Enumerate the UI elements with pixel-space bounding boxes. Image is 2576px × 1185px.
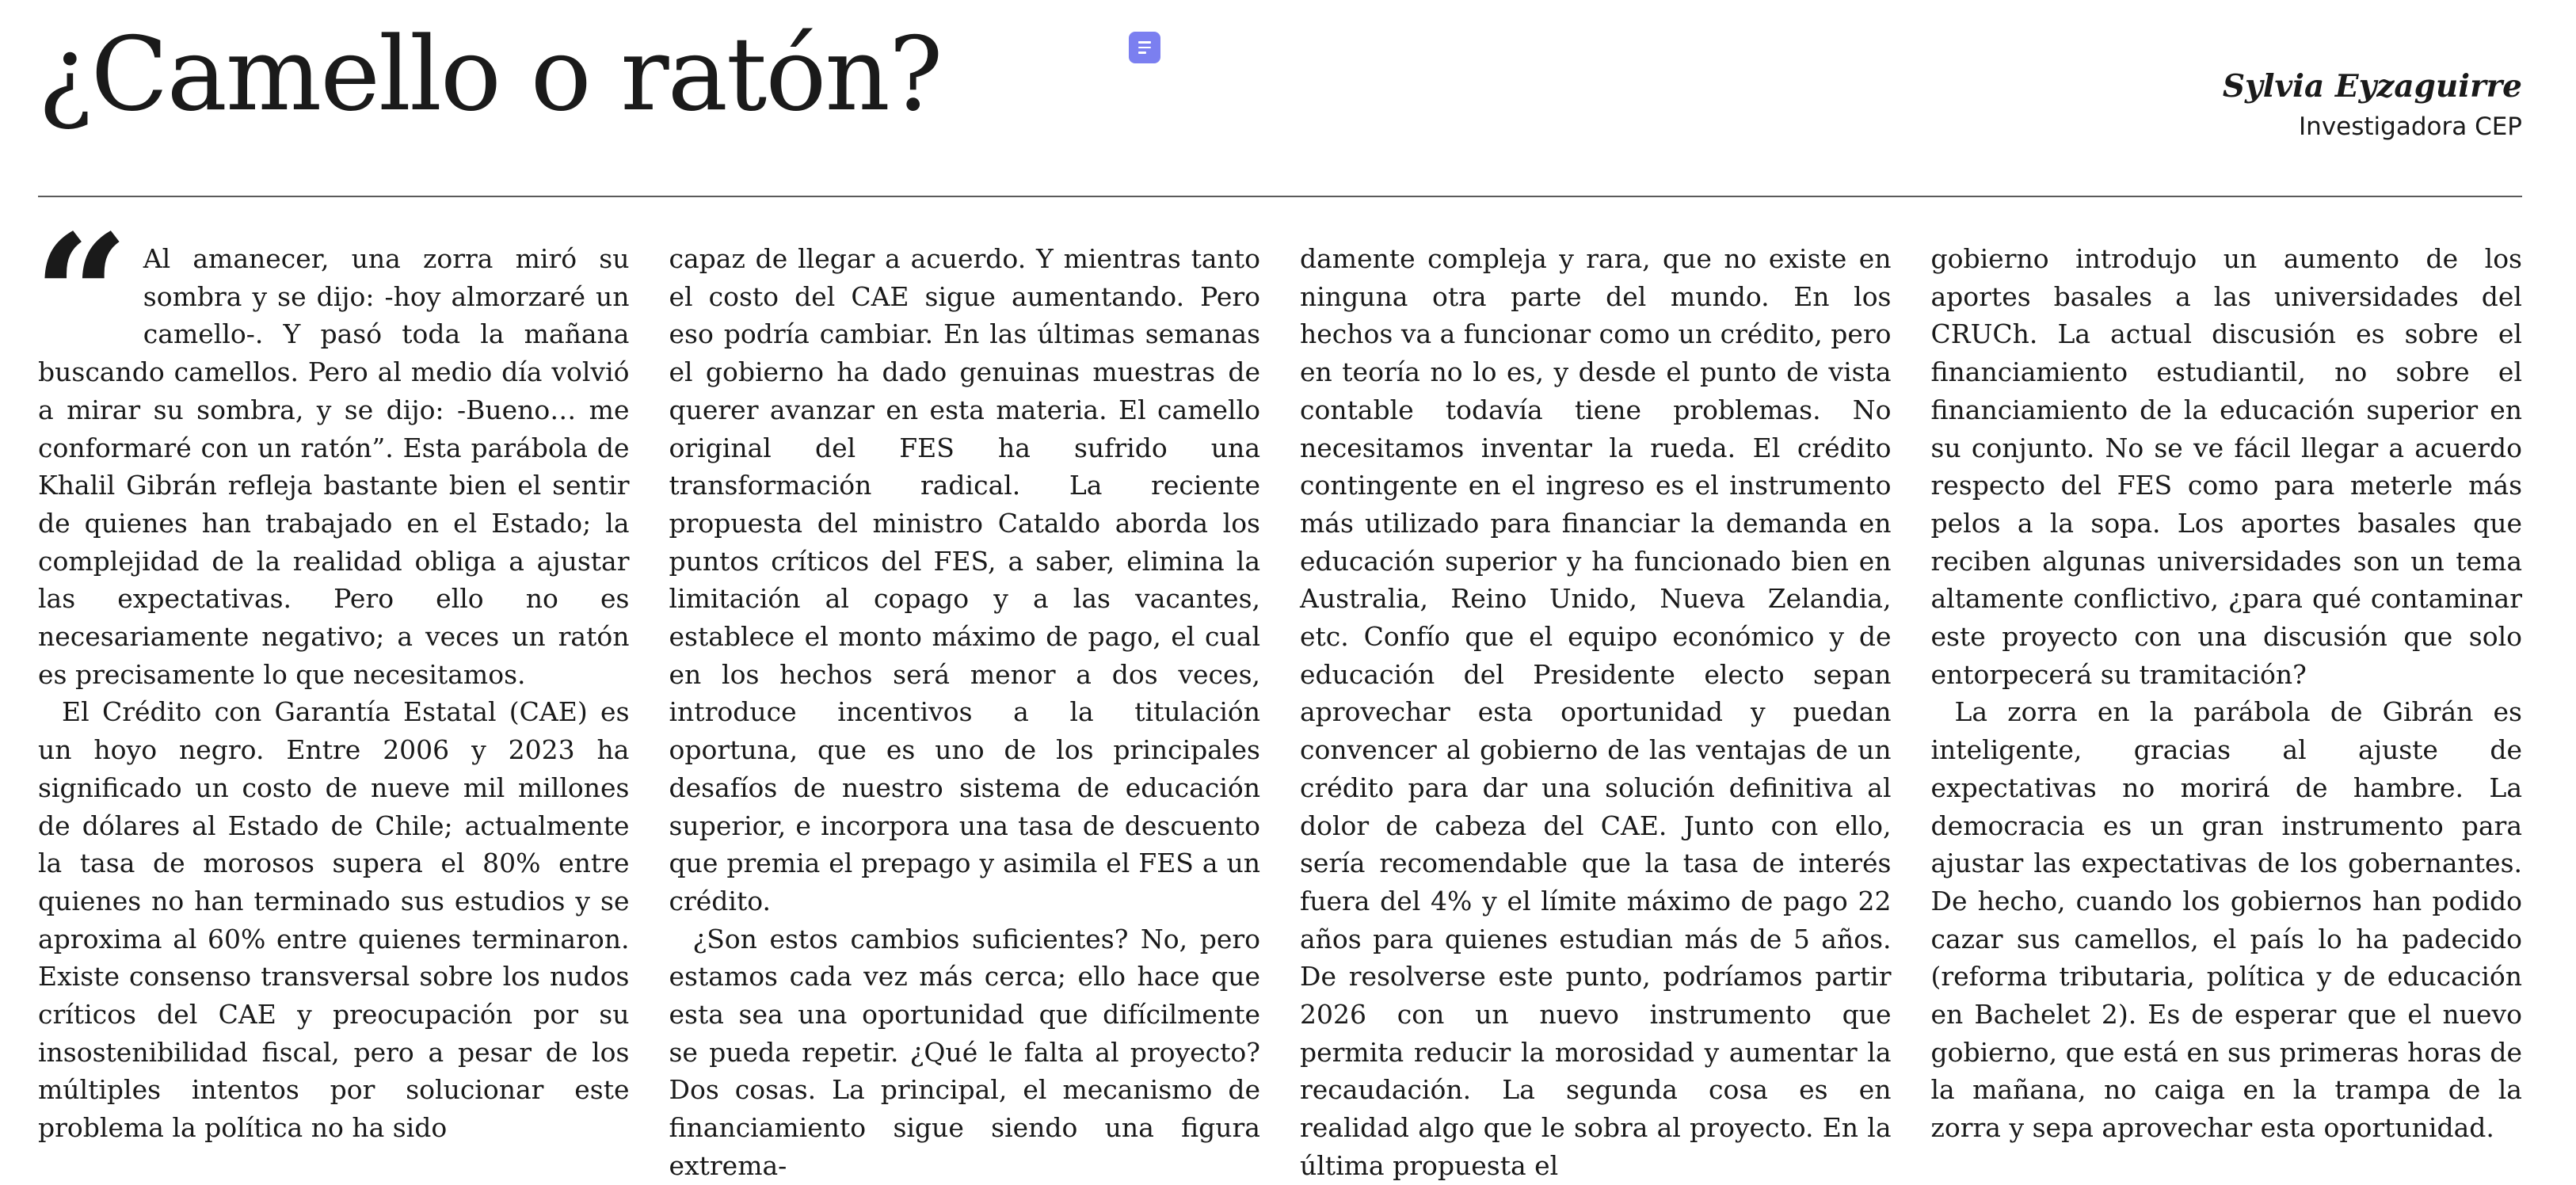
paragraph: gobierno introdujo un aumento de los aportes basales a las universidades del CRUCh. La actual discusión es sobre el financiamiento estudiantil, no sobre el financiamiento de la educación superior en su conjunto. No se ve fácil llegar a acuerdo respecto del FES como para meterle más pelos a la sopa. Los aportes basales que reciben algunas universidades son un tema altamente conflictivo, ¿para qué contaminar este proyecto con una discusión que solo entorpecerá su tramitación? xyxy=(1930,243,2522,690)
column-4 xyxy=(1930,240,2523,1144)
paragraph: damente compleja y rara, que no existe en ninguna otra parte del mundo. En los hechos va a funcionar como un crédito, pero en teoría no lo es, y desde el punto de vista contable todavía tiene problemas. No necesitamos inventar la rueda. El crédito contingente en el ingreso es el instrumento más utilizado para financiar la demanda en educación superior y ha funcionado bien en Australia, Reino Unido, Nueva Zelandia, etc. Confío que el equipo económico y de educación del Presidente electo sepan aprovechar esta oportunidad y puedan convencer al gobierno de las ventajas de un crédito para dar una solución definitiva al dolor de cabeza del CAE. Junto con ello, sería recomendable que la tasa de interés fuera del 4% y el límite máximo de pago 22 años para quienes estudian más de 5 años. De resolverse este punto, podríamos partir 2026 con un nuevo instrumento que permita reducir la morosidad y aumentar la recaudación. La segunda cosa es en realidad algo que le sobra al proyecto. En la última propuesta el xyxy=(1300,243,1892,1181)
column-3 xyxy=(1300,240,1892,1181)
note-icon[interactable] xyxy=(1129,32,1160,63)
paragraph: ¿Son estos cambios suficientes? No, pero estamos cada vez más cerca; ello hace que esta sea una oportunidad que difícilmente se pueda repetir. ¿Qué le falta al proyecto? Dos cosas. La principal, el mecanismo de financiamiento sigue siendo una figura extrema- xyxy=(669,923,1260,1181)
author-role: Investigadora CEP xyxy=(2299,112,2522,141)
article-title: ¿Camello o ratón? xyxy=(38,16,942,134)
paragraph: capaz de llegar a acuerdo. Y mientras tanto el costo del CAE sigue aumentando. Pero eso podría cambiar. En las últimas semanas el gobierno ha dado genuinas muestras de querer avanzar en esta materia. El camello original del FES ha sufrido una transformación radical. La reciente propuesta del ministro Cataldo aborda los puntos críticos del FES, a saber, elimina la limitación al copago y a las vacantes, establece el monto máximo de pago, el cual en los hechos será menor a dos veces, introduce incentivos a la titulación oportuna, que es uno de los principales desafíos de nuestro sistema de educación superior, e incorpora una tasa de descuento que premia el prepago y asimila el FES a un crédito. xyxy=(669,243,1260,916)
paragraph: La zorra en la parábola de Gibrán es inteligente, gracias al ajuste de expectativas no morirá de hambre. La democracia es un gran instrumento para ajustar las expectativas de los gobernantes. De hecho, cuando los gobiernos han podido cazar sus camellos, el país lo ha padecido (reforma tributaria, política y de educación en Bachelet 2). Es de esperar que el nuevo gobierno, que está en sus primeras horas de la mañana, no caiga en la trampa de la zorra y sepa aprovechar esta oportunidad. xyxy=(1930,696,2522,1144)
byline xyxy=(2223,68,2522,141)
column-1 xyxy=(33,198,630,1144)
opening-quote-icon: “ xyxy=(33,198,129,394)
header-divider xyxy=(38,196,2522,197)
author-name: Sylvia Eyzaguirre xyxy=(2222,68,2522,105)
article-body xyxy=(33,198,2522,1181)
paragraph: El Crédito con Garantía Estatal (CAE) es un hoyo negro. Entre 2006 y 2023 ha significado un costo de nueve mil millones de dólares al Estado de Chile; actualmente la tasa de morosos supera el 80% entre quienes no han terminado sus estudios y se aproxima al 60% entre quienes terminaron. Existe consenso transversal sobre los nudos críticos del CAE y preocupación por su insostenibilidad fiscal, pero a pesar de los múltiples intentos por solucionar este problema la política no ha sido xyxy=(38,696,630,1144)
paragraph: Al amanecer, una zorra miró su sombra y se dijo: -hoy almorzaré un camello-. Y pasó toda la mañana buscando camellos. Pero al medio día volvió a mirar su sombra, y se dijo: -Bueno… me conformaré con un ratón”. Esta parábola de Khalil Gibrán refleja bastante bien el sentir de quienes han trabajado en el Estado; la complejidad de la realidad obliga a ajustar las expectativas. Pero ello no es necesariamente negativo; a veces un ratón es precisamente lo que necesitamos. xyxy=(38,243,630,690)
column-2 xyxy=(669,240,1261,1181)
